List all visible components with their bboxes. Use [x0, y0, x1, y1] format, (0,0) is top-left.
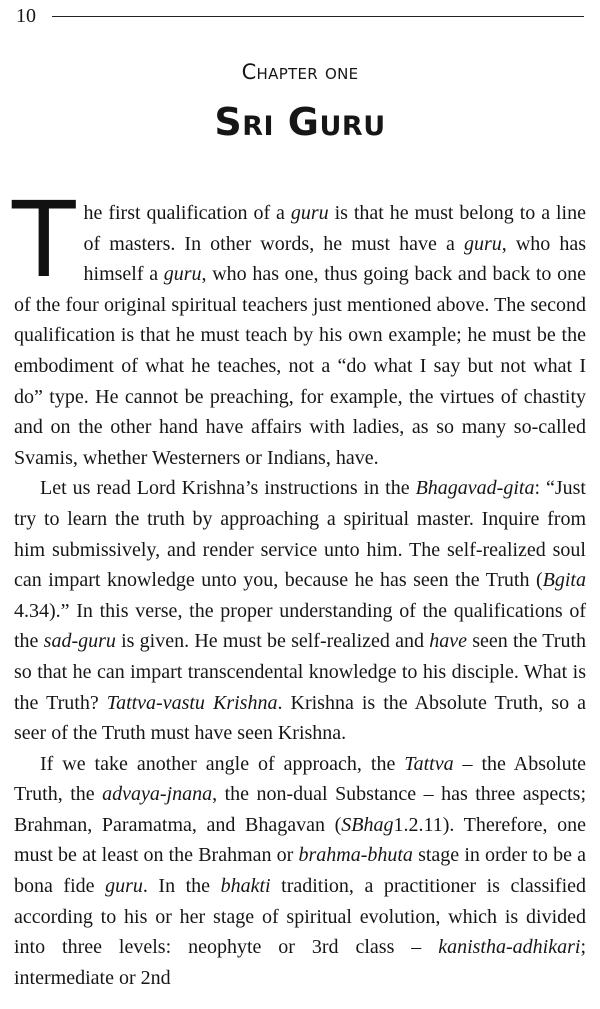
italic-term: SBhag — [341, 813, 394, 836]
text-run: , the non-dual Substance – has three aspects; Brahman, Paramatma, and Bhagavan ( — [14, 783, 587, 836]
body-text — [12, 179, 587, 993]
text-run: 4.34).” In this verse, the proper understanding of the qualifications of the — [14, 599, 586, 653]
italic-term: guru — [163, 263, 202, 286]
text-run: : “Just try to learn the truth by approaching a spiritual master. Inquire from him submissively, and render service unto him. The self-realized soul can impart knowledge unto you, because he has seen the Truth ( — [14, 477, 586, 592]
paragraph — [14, 473, 586, 748]
page-number: 10 — [16, 5, 36, 27]
italic-term: guru — [290, 202, 329, 224]
chapter-label: Chapter one — [241, 60, 359, 84]
italic-term: sad-guru — [43, 630, 116, 653]
text-run: is given. He must be self-realized and — [115, 630, 430, 653]
italic-term: guru — [105, 875, 143, 898]
italic-term: advaya-jnana — [102, 783, 213, 806]
text-run: 1.2.11). Therefore, one must be at least on the Brahman or — [14, 813, 587, 867]
text-run: Let us read Lord Krishna’s instructions in the — [40, 477, 416, 500]
text-run: is that he must belong to a line of masters. In other words, he must have a — [83, 202, 586, 255]
italic-term: Tattva-vastu Krishna — [106, 691, 278, 714]
running-head — [16, 3, 584, 29]
text-run: seen the Truth so that he can impart transcendental knowledge to his disciple. What is the Truth? — [14, 630, 587, 714]
italic-term: brahma-bhuta — [298, 844, 413, 867]
paragraph — [14, 749, 586, 994]
header-rule — [52, 16, 584, 17]
italic-term: bhakti — [220, 875, 271, 898]
text-run: tradition, a practitioner is classified according to his or her stage of spiritual evolution, which is divided into three levels: neophyte or 3rd class – — [14, 875, 586, 959]
text-run: , who has himself a — [83, 232, 586, 286]
text-run: ; intermediate or 2nd — [14, 936, 586, 989]
text-run: , who has one, thus going back and back to one of the four original spiritual teachers just mentioned above. The second qualification is that he must teach by his own example; he must be the embodiment of what he teaches, not a “do what I say but not what I do” type. He cannot be preaching, for example, the virtues of chastity and on the other hand have affairs with ladies, as so many so-called Svamis, whether Westerners or Indians, have. — [14, 263, 586, 469]
drop-cap: T — [12, 179, 76, 301]
text-run: If we take another angle of approach, the — [40, 752, 405, 775]
chapter-title: Sri Guru — [214, 100, 386, 144]
text-run: stage in order to be a bona fide — [14, 844, 586, 898]
text-run: he first qualification of a — [83, 202, 291, 224]
italic-term: have — [429, 630, 467, 653]
italic-term: Bgita — [542, 569, 586, 592]
text-run: . In the — [142, 875, 221, 898]
italic-term: Bhagavad-gita — [415, 477, 535, 500]
paragraph — [12, 179, 586, 473]
text-run: – the Absolute Truth, the — [14, 752, 587, 806]
italic-term: kanistha-adhikari — [438, 936, 581, 959]
text-run: . Krishna is the Absolute Truth, so a seer of the Truth must have seen Krishna. — [14, 691, 586, 745]
italic-term: Tattva — [404, 752, 454, 775]
italic-term: guru — [463, 232, 502, 255]
